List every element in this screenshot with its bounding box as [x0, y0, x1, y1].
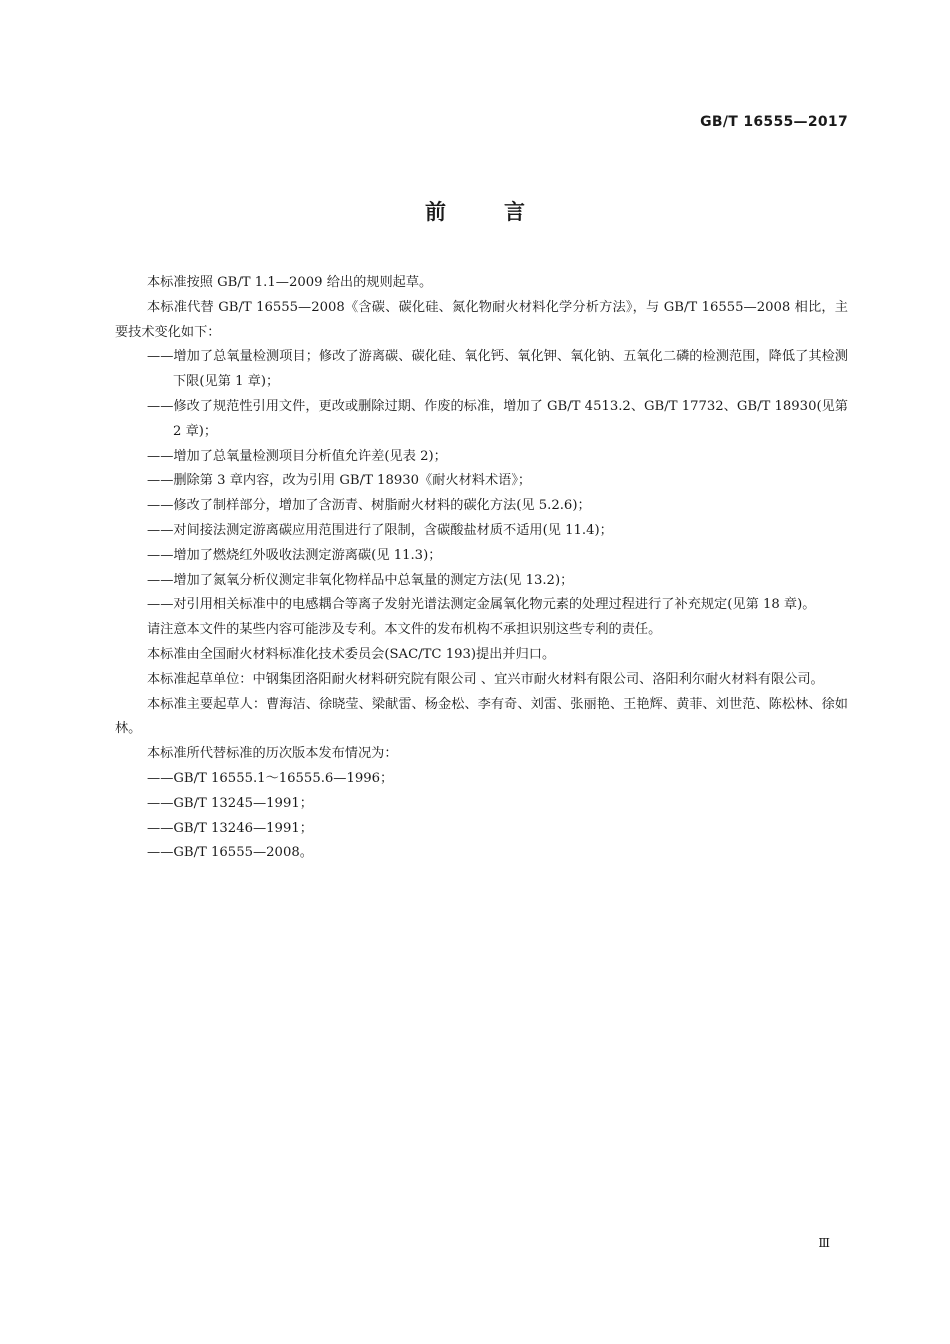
standard-code: GB/T 16555—2017 [700, 114, 848, 130]
document-body [115, 271, 848, 866]
history-item: ——GB/T 16555—2008。 [147, 845, 313, 861]
page-number: Ⅲ [818, 1236, 830, 1250]
change-item: ——增加了燃烧红外吸收法测定游离碳(见 11.3)； [147, 547, 442, 563]
drafting-units: 本标准起草单位：中钢集团洛阳耐火材料研究院有限公司 、宜兴市耐火材料有限公司、洛阳利尔耐火材料有限公司。 [147, 671, 824, 687]
history-item: ——GB/T 13245—1991； [147, 795, 313, 811]
change-item: ——对引用相关标准中的电感耦合等离子发射光谱法测定金属氧化物元素的处理过程进行了补充规定(见第 18 章)。 [147, 597, 816, 613]
change-item: ——修改了制样部分，增加了含沥青、树脂耐火材料的碳化方法(见 5.2.6)； [147, 498, 591, 514]
history-intro: 本标准所代替标准的历次版本发布情况为： [147, 746, 398, 762]
history-item: ——GB/T 16555.1～16555.6—1996； [147, 770, 394, 786]
intro-paragraph: 本标准代替 GB/T 16555—2008《含碳、碳化硅、氮化物耐火材料化学分析方法》，与 GB/T 16555—2008 相比，主要技术变化如下： [115, 299, 848, 340]
change-item: ——增加了总氧量检测项目；修改了游离碳、碳化硅、氧化钙、氧化钾、氧化钠、五氧化二磷的检测范围，降低了其检测下限(见第 1 章)； [147, 349, 848, 390]
history-item: ——GB/T 13246—1991； [147, 820, 313, 836]
change-item: ——增加了总氧量检测项目分析值允许差(见表 2)； [147, 448, 447, 464]
change-item: ——对间接法测定游离碳应用范围进行了限制，含碳酸盐材质不适用(见 11.4)； [147, 522, 613, 538]
intro-paragraph: 本标准按照 GB/T 1.1—2009 给出的规则起草。 [147, 275, 433, 290]
page-title: 前言 [425, 200, 583, 224]
change-item: ——删除第 3 章内容，改为引用 GB/T 18930《耐火材料术语》； [147, 473, 532, 489]
change-item: ——修改了规范性引用文件，更改或删除过期、作废的标准，增加了 GB/T 4513.2、GB/T 17732、GB/T 18930(见第 2 章)； [147, 398, 848, 439]
drafters: 本标准主要起草人：曹海洁、徐晓莹、梁献雷、杨金松、李有奇、刘雷、张丽艳、王艳辉、黄菲、刘世范、陈松林、徐如林。 [115, 696, 848, 737]
committee-note: 本标准由全国耐火材料标准化技术委员会(SAC/TC 193)提出并归口。 [147, 646, 556, 662]
patent-notice: 请注意本文件的某些内容可能涉及专利。本文件的发布机构不承担识别这些专利的责任。 [147, 622, 662, 638]
change-item: ——增加了氮氧分析仪测定非氧化物样品中总氧量的测定方法(见 13.2)； [147, 572, 574, 588]
